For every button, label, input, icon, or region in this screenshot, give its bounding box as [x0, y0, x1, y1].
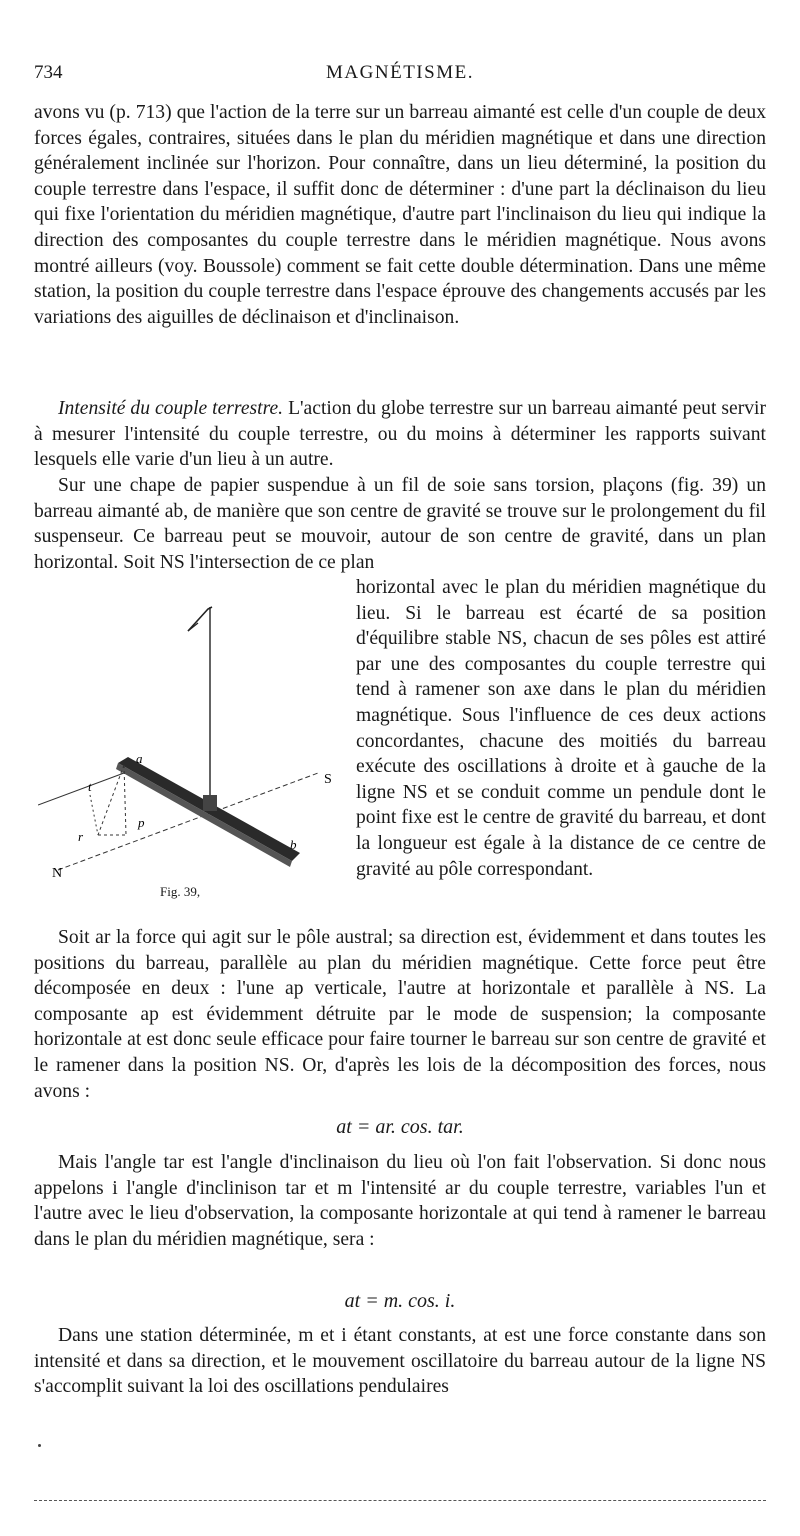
- fig-label-S: S: [324, 772, 332, 787]
- fig-label-a: a: [136, 751, 143, 766]
- paragraph-intensite: [34, 396, 766, 473]
- paragraph-intensite-text: L'action du globe terrestre sur un barreau aimanté peut servir à mesurer l'intensité du couple terrestre, ou du moins à déterminer les rapports suivant lesquels elle varie d'un lieu à un autre.: [34, 398, 766, 471]
- running-title: MAGNÉTISME.: [326, 62, 474, 83]
- figure-39-diagram: [38, 595, 350, 915]
- paragraph-declinaison: avons vu (p. 713) que l'action de la terre sur un barreau aimanté est celle d'un couple de deux forces égales, contraires, situées dans le plan du méridien magnétique et dans une direction généralement inclinée sur l'horizon. Pour connaître, dans un lieu déterminé, la position du couple terrestre dans l'espace, il suffit donc de déterminer : d'une part la déclinaison du lieu qui fixe l'orientation du méridien magnétique, d'autre part l'inclinaison du lieu qui indique la direction des composantes du couple terrestre dans le méridien magnétique. Nous avons montré ailleurs (voy. Boussole) comment se fait cette double détermination. Dans une même station, la position du couple terrestre dans l'espace éprouve des changements accusés par les variations des aiguilles de déclinaison et d'inclinaison.: [34, 102, 766, 328]
- paragraph-chape: Sur une chape de papier suspendue à un fil de soie sans torsion, plaçons (fig. 39) un barreau aimanté ab, de manière que son centre de gravité se trouve sur le prolongement du fil suspenseur. Ce barreau peut se mouvoir, autour de son centre de gravité, dans un plan horizontal. Soit NS l'intersection de ce plan: [34, 475, 766, 573]
- bottom-rule: [34, 1500, 766, 1501]
- fig-label-N: N: [52, 866, 63, 881]
- page-number: 734: [34, 62, 63, 83]
- equation-1: at = ar. cos. tar.: [336, 1116, 464, 1138]
- paragraph-station: Dans une station déterminée, m et i étant constants, at est une force constante dans son intensité et dans sa direction, et le mouvement oscillatoire du barreau autour de la ligne NS s'accomplit suivant la loi des oscillations pendulaires: [34, 1325, 766, 1398]
- paragraph-force: Soit ar la force qui agit sur le pôle austral; sa direction est, évidemment et dans toutes les positions du barreau, parallèle au plan du méridien magnétique. Cette force peut être décomposée en deux : l'une ap verticale, l'autre at horizontale et parallèle à NS. La composante ap est évidemment détruite par le mode de suspension; la composante horizontale at est donc seule efficace pour faire tourner le barreau sur son centre de gravité et le ramener dans la position NS. Or, d'après les lois de la décomposition des forces, nous avons :: [34, 927, 766, 1102]
- fig-label-t: t: [88, 779, 92, 794]
- fig-label-b: b: [290, 837, 297, 852]
- stray-mark: [38, 1444, 41, 1447]
- fig-label-p: p: [138, 815, 145, 830]
- paragraph-inclinaison: Mais l'angle tar est l'angle d'inclinaison du lieu où l'on fait l'observation. Si donc nous appelons i l'angle d'inclinison tar et m l'intensité ar du couple terrestre, variables l'un et l'autre avec le lieu d'observation, la composante horizontale at qui tend à ramener le barreau dans le plan du méridien magnétique, sera :: [34, 1152, 766, 1250]
- section-heading-intensite: Intensité du couple terrestre.: [58, 398, 284, 419]
- fig-label-r: r: [78, 829, 84, 844]
- page-header: [34, 62, 766, 88]
- figure-caption: Fig. 39,: [160, 884, 201, 899]
- equation-2: at = m. cos. i.: [344, 1290, 456, 1312]
- paragraph-chape-wrapped: horizontal avec le plan du méridien magnétique du lieu. Si le barreau est écarté de sa position d'équilibre stable NS, chacun de ses pôles est attiré par une des composantes du couple terrestre qui tend à ramener son axe dans le plan du méridien magnétique. Sous l'influence de ces deux actions concordantes, chacune des moitiés du barreau exécute des oscillations à droite et à gauche de la ligne NS et se conduit comme un pendule dont le point fixe est le centre de gravité du barreau, et dont la longueur est égale à la distance de ce centre de gravité au pôle correspondant.: [356, 577, 766, 880]
